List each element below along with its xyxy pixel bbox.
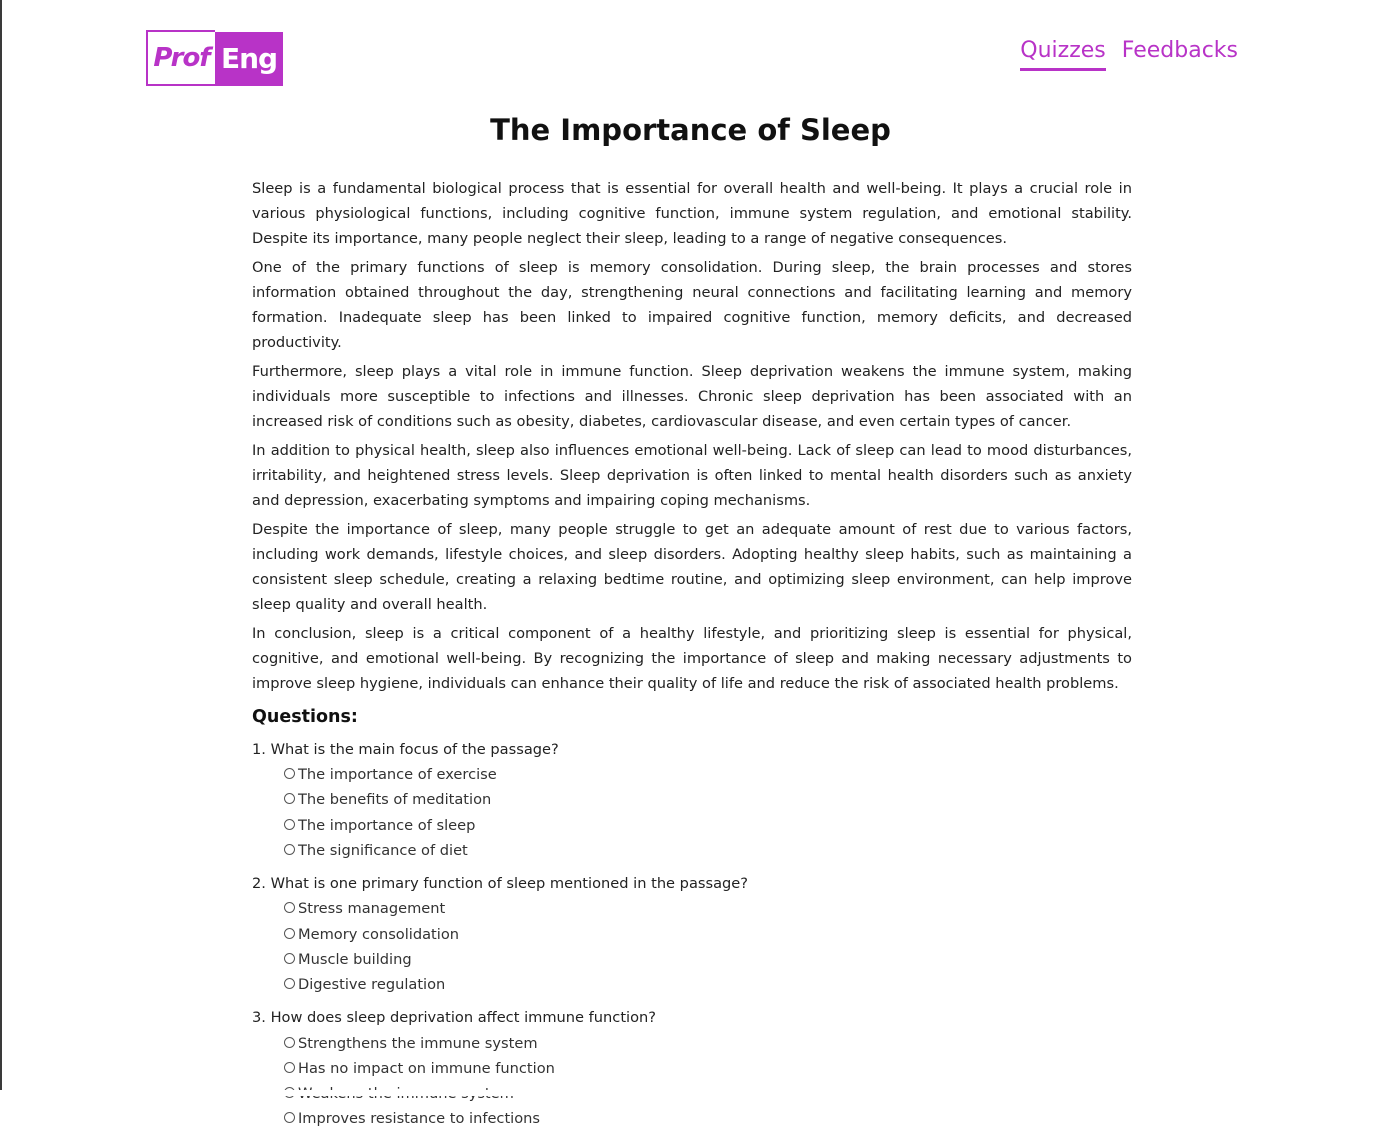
nav-feedbacks-link[interactable]: Feedbacks xyxy=(1121,38,1238,63)
article-paragraph: Furthermore, sleep plays a vital role in immune function. Sleep deprivation weakens the immune system, making individuals more susceptible to infections and illnesses. Chronic sleep deprivation has been associated with an increased risk of conditions such as obesity, diabetes, cardiovascular disease, and even certain types of cancer. xyxy=(252,363,1132,430)
answer-label: Muscle building xyxy=(298,950,412,968)
radio-button[interactable] xyxy=(284,978,295,989)
answer-option[interactable] xyxy=(284,1056,1132,1081)
answer-label: Digestive regulation xyxy=(298,976,446,994)
article-paragraph: One of the primary functions of sleep is memory consolidation. During sleep, the brain processes and stores information obtained throughout the day, strengthening neural connections and facilitating learning and memory formation. Inadequate sleep has been linked to impaired cognitive function, memory deficits, and decreased productivity. xyxy=(252,259,1132,351)
question-text: 1. What is the main focus of the passage? xyxy=(252,741,559,758)
question-2 xyxy=(252,871,1132,997)
main-nav xyxy=(1020,36,1238,71)
answer-option[interactable] xyxy=(284,972,1132,997)
answer-option[interactable] xyxy=(284,1106,1132,1131)
radio-button[interactable] xyxy=(284,902,295,913)
article-paragraph: In conclusion, sleep is a critical component of a healthy lifestyle, and prioritizing sleep is essential for physical, cognitive, and emotional well-being. By recognizing the importance of sleep and making necessary adjustments to improve sleep hygiene, individuals can enhance their quality of life and reduce the risk of associated health problems. xyxy=(252,625,1132,692)
answer-label: Stress management xyxy=(298,900,446,918)
answer-label: Strengthens the immune system xyxy=(298,1034,538,1052)
answer-option[interactable] xyxy=(284,1030,1132,1055)
bottom-strip xyxy=(0,1090,1381,1096)
answer-option[interactable] xyxy=(284,838,1132,863)
answer-label: Improves resistance to infections xyxy=(298,1110,541,1128)
radio-button[interactable] xyxy=(284,953,295,964)
question-text: 3. How does sleep deprivation affect immune function? xyxy=(252,1009,657,1027)
article-content xyxy=(252,176,1132,1140)
answer-option[interactable] xyxy=(284,787,1132,812)
answer-label: Has no impact on immune function xyxy=(298,1059,555,1077)
site-logo[interactable] xyxy=(146,30,283,86)
radio-button[interactable] xyxy=(284,793,295,804)
article-paragraph: Sleep is a fundamental biological process that is essential for overall health and well-being. It plays a crucial role in various physiological functions, including cognitive function, immune system regulation, and emotional stability. Despite its importance, many people neglect their sleep, leading to a range of negative consequences. xyxy=(252,180,1132,247)
article-paragraph: In addition to physical health, sleep also influences emotional well-being. Lack of sleep can lead to mood disturbances, irritability, and heightened stress levels. Sleep deprivation is often linked to mental health disorders such as anxiety and depression, exacerbating symptoms and impairing coping mechanisms. xyxy=(252,442,1132,509)
question-text: 2. What is one primary function of sleep mentioned in the passage? xyxy=(252,875,749,893)
radio-button[interactable] xyxy=(284,1062,295,1073)
answer-label: The importance of sleep xyxy=(298,816,476,834)
answer-label: The significance of diet xyxy=(298,842,468,860)
radio-button[interactable] xyxy=(284,928,295,939)
radio-button[interactable] xyxy=(284,768,295,779)
nav-quizzes-link[interactable]: Quizzes xyxy=(1020,36,1105,71)
answer-option[interactable] xyxy=(284,921,1132,946)
radio-button[interactable] xyxy=(284,819,295,830)
answer-option[interactable] xyxy=(284,947,1132,972)
page-title: The Importance of Sleep xyxy=(490,113,891,147)
answer-label: The importance of exercise xyxy=(298,766,497,784)
logo-eng-text: Eng xyxy=(215,32,283,86)
answer-option[interactable] xyxy=(284,896,1132,921)
questions-heading: Questions: xyxy=(252,707,358,727)
window-edge xyxy=(0,0,2,1096)
answer-label: The benefits of meditation xyxy=(298,791,492,809)
radio-button[interactable] xyxy=(284,1112,295,1123)
question-3 xyxy=(252,1005,1132,1131)
radio-button[interactable] xyxy=(284,844,295,855)
radio-button[interactable] xyxy=(284,1037,295,1048)
article-paragraph: Despite the importance of sleep, many people struggle to get an adequate amount of rest due to various factors, including work demands, lifestyle choices, and sleep disorders. Adopting healthy sleep habits, such as maintaining a consistent sleep schedule, creating a relaxing bedtime routine, and optimizing sleep environment, can help improve sleep quality and overall health. xyxy=(252,521,1132,613)
answer-label: Memory consolidation xyxy=(298,925,459,943)
answer-option[interactable] xyxy=(284,813,1132,838)
question-1 xyxy=(252,737,1132,863)
answer-option[interactable] xyxy=(284,762,1132,787)
logo-prof-text: Prof xyxy=(146,30,215,86)
